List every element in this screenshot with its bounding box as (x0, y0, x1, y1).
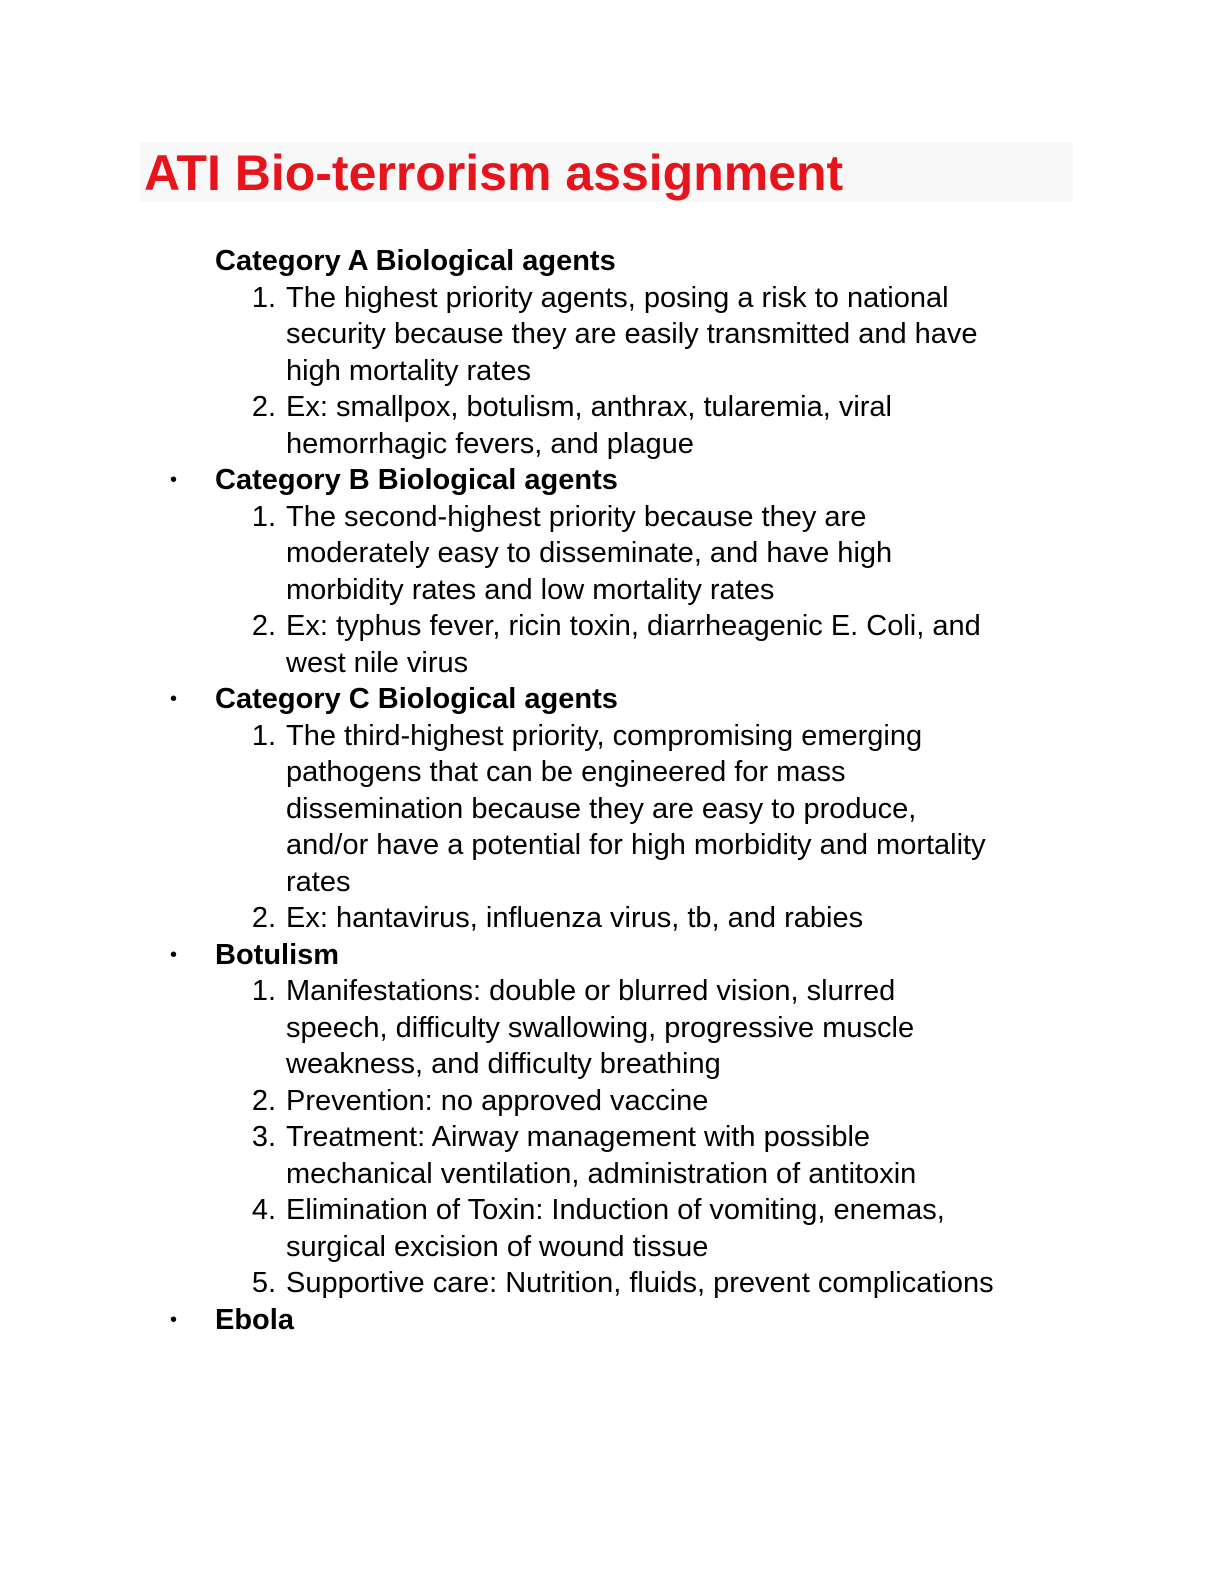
list-item-line: The third-highest priority, compromising emerging (286, 719, 923, 752)
bullet-marker: • (170, 688, 178, 710)
list-item-number: 2. (251, 902, 276, 934)
section-heading: Botulism (215, 938, 340, 971)
list-item-line: security because they are easily transmitted and have (286, 318, 978, 350)
numbered-list-item (0, 389, 1224, 462)
numbered-list-item (0, 900, 1224, 937)
numbered-list-item (0, 1083, 1224, 1120)
section-heading: Category B Biological agents (215, 464, 618, 496)
numbered-list-item (0, 718, 1224, 901)
section-heading: Category A Biological agents (215, 245, 616, 277)
list-item-line: Treatment: Airway management with possible (286, 1121, 871, 1153)
list-item-line: pathogens that can be engineered for mass (286, 756, 846, 788)
numbered-list-item (0, 973, 1224, 1083)
list-item-number: 2. (251, 1084, 276, 1117)
list-item-number: 1. (251, 719, 276, 752)
list-item-number: 1. (251, 975, 276, 1007)
list-item-text (286, 1265, 1066, 1302)
list-item-text (286, 718, 1066, 901)
list-item-number: 3. (251, 1121, 276, 1153)
list-item-number: 1. (251, 500, 276, 533)
outline-section (0, 681, 1224, 937)
numbered-list-item (0, 1265, 1224, 1302)
list-item-line: moderately easy to disseminate, and have high (286, 537, 893, 569)
numbered-list-item (0, 499, 1224, 609)
numbered-list-item (0, 1192, 1224, 1265)
bullet-marker: • (170, 943, 178, 966)
list-item-line: The highest priority agents, posing a risk to national (286, 281, 949, 314)
list-item-line: and/or have a potential for high morbidity and mortality (286, 829, 986, 861)
list-item-line: high mortality rates (286, 354, 531, 387)
numbered-list-item (0, 1119, 1224, 1192)
list-item-number: 2. (251, 610, 276, 642)
list-item-text (286, 389, 1066, 462)
list-item-line: weakness, and difficulty breathing (286, 1048, 721, 1080)
list-item-text (286, 608, 1066, 681)
list-item-line: surgical excision of wound tissue (286, 1230, 709, 1263)
list-item-text (286, 1192, 1066, 1265)
list-item-line: morbidity rates and low mortality rates (286, 573, 775, 606)
list-item-text (286, 1083, 1066, 1120)
bullet-marker: • (170, 469, 178, 491)
section-heading: Ebola (215, 1303, 294, 1336)
list-item-line: mechanical ventilation, administration of antitoxin (286, 1157, 917, 1190)
list-item-text (286, 973, 1066, 1083)
list-item-text (286, 900, 1066, 937)
list-item-line: The second-highest priority because they are (286, 500, 867, 533)
list-item-line: west nile virus (286, 646, 469, 679)
list-item-line: speech, difficulty swallowing, progressive muscle (286, 1011, 915, 1044)
list-item-line: Elimination of Toxin: Induction of vomiting, enemas, (286, 1194, 945, 1226)
page-title: ATI Bio-terrorism assignment (144, 145, 844, 201)
list-item-line: Ex: typhus fever, ricin toxin, diarrheagenic E. Coli, and (286, 610, 981, 642)
outline-section (0, 937, 1224, 1302)
list-item-line: Ex: smallpox, botulism, anthrax, tularemia, viral (286, 391, 892, 423)
bullet-marker: • (170, 1308, 178, 1331)
outline-section (0, 1302, 1224, 1339)
document-body (0, 243, 1224, 1338)
outline-section (0, 243, 1224, 462)
list-item-line: hemorrhagic fevers, and plague (286, 427, 694, 460)
list-item-number: 4. (251, 1194, 276, 1226)
list-item-number: 1. (251, 281, 276, 314)
list-item-line: Supportive care: Nutrition, fluids, prevent complications (286, 1267, 994, 1299)
numbered-list-item (0, 608, 1224, 681)
list-item-line: Ex: hantavirus, influenza virus, tb, and rabies (286, 902, 864, 934)
list-item-text (286, 499, 1066, 609)
list-item-line: rates (286, 865, 351, 898)
list-item-text (286, 1119, 1066, 1192)
list-item-text (286, 280, 1066, 390)
list-item-line: dissemination because they are easy to produce, (286, 792, 917, 825)
list-item-number: 2. (251, 391, 276, 423)
list-item-number: 5. (251, 1267, 276, 1299)
numbered-list-item (0, 280, 1224, 390)
list-item-line: Manifestations: double or blurred vision, slurred (286, 975, 896, 1007)
list-item-line: Prevention: no approved vaccine (286, 1084, 709, 1117)
outline-section (0, 462, 1224, 681)
section-heading: Category C Biological agents (215, 683, 618, 715)
